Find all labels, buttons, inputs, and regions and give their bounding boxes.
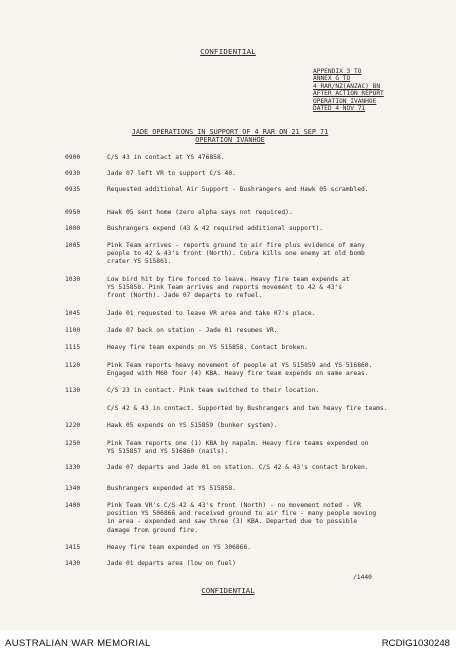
reference-line: AFTER ACTION REPORT (313, 90, 384, 98)
entry-text: Heavy fire team expends on YS 515858. Contact broken. (107, 344, 308, 351)
entry-text: C/S 23 in contact. Pink team switched to their location. (107, 387, 320, 394)
heading-title: JADE OPERATIONS IN SUPPORT OF 4 RAR ON 21 SEP 71 (131, 128, 329, 136)
entry-text: Pink Team reports heavy movement of people at YS 515859 and YS 516860. Engaged with M60 four (4) KBA. Heavy fire team expends on same areas. (107, 362, 373, 378)
entry-text: Pink Team arrives - reports ground to air fire plus evidence of many people to 42 & 43's front (North). Cobra kills one enemy at old bomb crater YS 515861. (107, 242, 365, 266)
entry-time: 1000 (65, 225, 81, 232)
entry-time: 1430 (65, 560, 81, 567)
classification-header: CONFIDENTIAL (200, 47, 256, 56)
entry-time: 1250 (65, 440, 81, 447)
institution-name: AUSTRALIAN WAR MEMORIAL (5, 638, 151, 649)
heading-subtitle: OPERATION IVANHOE (195, 136, 265, 145)
entry-time: 1220 (65, 422, 81, 429)
entry-text: Hawk 05 sent home (zero alpha says not required). (107, 209, 293, 216)
entry-time: 1030 (65, 276, 81, 283)
reference-line: 4 RAR/NZ(ANZAC) BN (313, 82, 381, 90)
reference-block (313, 68, 423, 112)
document-heading (70, 128, 390, 144)
entry-time: 1005 (65, 242, 81, 249)
entry-text: Low bird hit by fire forced to leave. Heavy fire team expends at YS 515858. Pink Team arrives and reports movement to 42 & 43's front (North). Jade 07 departs to refuel. (107, 276, 350, 300)
entry-time: 1400 (65, 502, 81, 509)
entry-text: Requested additional Air Support - Bushrangers and Hawk 05 scrambled. (107, 186, 369, 193)
entry-text: Bushrangers expended at YS 515858. (107, 485, 236, 492)
entry-text: Heavy fire team expended on YS 306866. (107, 544, 252, 551)
reference-line: OPERATION IVANHOE (313, 97, 377, 105)
entry-time: 1045 (65, 310, 81, 317)
classification-footer: CONFIDENTIAL (201, 586, 255, 595)
entry-text: Jade 07 left VR to support C/S 40. (107, 170, 236, 177)
entry-time: 0950 (65, 209, 81, 216)
entry-time: 0935 (65, 186, 81, 193)
entry-time: 0930 (65, 170, 81, 177)
entry-time: 1120 (65, 362, 81, 369)
entry-time: 0900 (65, 154, 81, 161)
entry-text: Bushrangers expend (43 & 42 required additional support). (107, 225, 324, 232)
record-id: RCDIG1030248 (381, 638, 450, 649)
entry-text: C/S 43 in contact at YS 476858. (107, 154, 225, 161)
entry-text: C/S 42 & 43 in contact. Supported by Bushrangers and two heavy fire teams. (107, 405, 388, 412)
archive-footer (0, 630, 456, 654)
reference-line: DATED 4 NOV 71 (313, 105, 366, 113)
entry-text: Hawk 05 expends on YS 515859 (bunker system). (107, 422, 278, 429)
page-continuation: /1440 (353, 574, 372, 581)
entry-time: 1340 (65, 485, 81, 492)
entry-text: Pink Team reports one (1) KBA by napalm. Heavy fire teams expended on YS 515857 and YS 516860 (nails). (107, 440, 369, 456)
entry-time: 1415 (65, 544, 81, 551)
reference-line: APPENDIX 3 TO (313, 68, 362, 75)
entry-time: 1130 (65, 387, 81, 394)
entry-text: Pink Team VR's C/S 42 & 43's front (North) - no movement noted - VR position YS 506866 and received ground to air fire - many people moving in area - expended and saw three (3) KBA. Departed due to possible damage from ground fire. (107, 502, 377, 534)
entry-time: 1115 (65, 344, 81, 351)
entry-text: Jade 01 departs area (low on fuel) (107, 560, 236, 567)
entry-text: Jade 07 departs and Jade 01 on station. C/S 42 & 43's contact broken. (107, 464, 369, 471)
reference-line: ANNEX G TO (313, 75, 351, 83)
entry-time: 1330 (65, 464, 81, 471)
entry-time: 1100 (65, 327, 81, 334)
entry-text: Jade 07 back on station - Jade 01 resumes VR. (107, 327, 278, 334)
entry-text: Jade 01 requested to leave VR area and take 07's place. (107, 310, 316, 317)
